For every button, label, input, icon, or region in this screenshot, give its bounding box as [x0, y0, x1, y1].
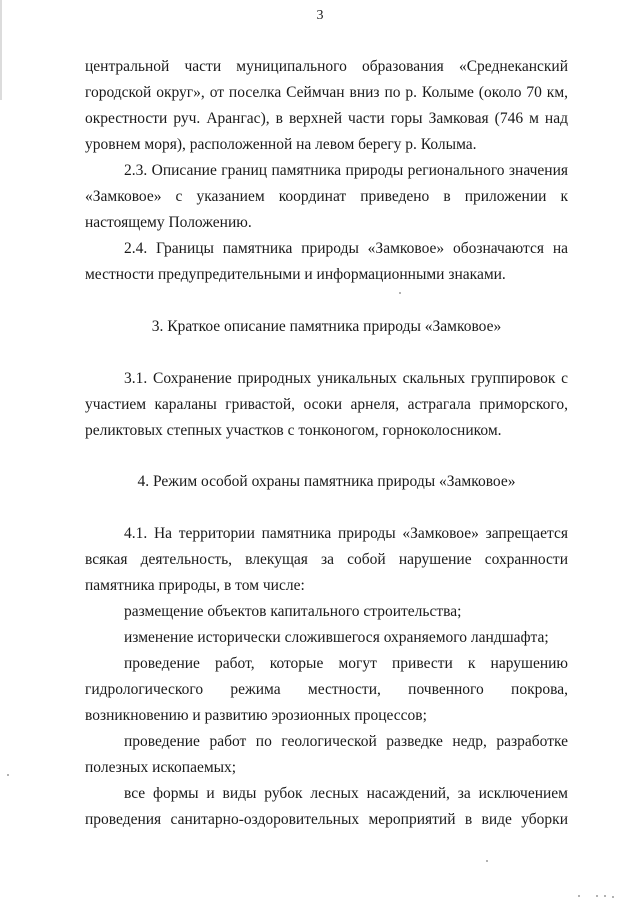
paragraph-line: настоящему Положению. [85, 214, 252, 231]
scan-speck [604, 895, 606, 897]
section-heading: 4. Режим особой охраны памятника природы «Замковое» [137, 473, 516, 490]
paragraph-line: 4.1. На территории памятника природы «Замковое» запрещается [124, 525, 568, 542]
paragraph-line: центральной части муниципального образования «Среднеканский [85, 58, 568, 75]
scan-speck [596, 895, 598, 897]
paragraph-line: всякая деятельность, влекущая за собой нарушение сохранности [85, 551, 568, 568]
paragraph-line: уровнем моря), расположенной на левом берегу р. Колыма. [85, 136, 477, 153]
list-item: все формы и виды рубок лесных насаждений, за исключением [124, 785, 568, 802]
scan-speck [399, 292, 401, 294]
page-number: 3 [316, 8, 324, 23]
list-item: проведение работ по геологической разведке недр, разработке [124, 733, 568, 750]
scan-speck [486, 860, 488, 862]
paragraph-line: городской округ», от поселка Сеймчан вниз по р. Колыме (около 70 км, [85, 84, 568, 101]
paragraph-line: «Замковое» с указанием координат приведено в приложении к [85, 188, 568, 205]
list-item: размещение объектов капитального строительства; [124, 603, 462, 620]
paragraph-line: гидрологического режима местности, почвенного покрова, [85, 681, 568, 698]
paragraph-line: местности предупредительными и информационными знаками. [85, 266, 506, 283]
scan-speck [612, 896, 614, 898]
section-heading: 3. Краткое описание памятника природы «Замковое» [151, 318, 502, 335]
paragraph-line: памятника природы, в том числе: [85, 577, 305, 594]
paragraph-line: 3.1. Сохранение природных уникальных скальных группировок с [124, 370, 568, 387]
paragraph-line: возникновению и развитию эрозионных процессов; [85, 707, 427, 724]
scan-speck [7, 774, 9, 776]
list-item: проведение работ, которые могут привести к нарушению [124, 655, 568, 672]
list-item: изменение исторически сложившегося охраняемого ландшафта; [124, 629, 549, 646]
paragraph-line: проведения санитарно-оздоровительных мероприятий в виде уборки [85, 811, 568, 828]
paragraph-line: полезных ископаемых; [85, 759, 237, 776]
scan-speck [578, 895, 580, 897]
paragraph-line: реликтовых степных участков с тонконогом, горноколосником. [85, 422, 502, 439]
paragraph-line: 2.4. Границы памятника природы «Замковое» обозначаются на [124, 240, 568, 257]
paragraph-line: 2.3. Описание границ памятника природы регионального значения [124, 162, 568, 179]
paragraph-line: окрестности руч. Арангас), в верхней части горы Замковая (746 м над [85, 110, 568, 127]
paragraph-line: участием караланы гривастой, осоки арнеля, астрагала приморского, [85, 396, 568, 413]
